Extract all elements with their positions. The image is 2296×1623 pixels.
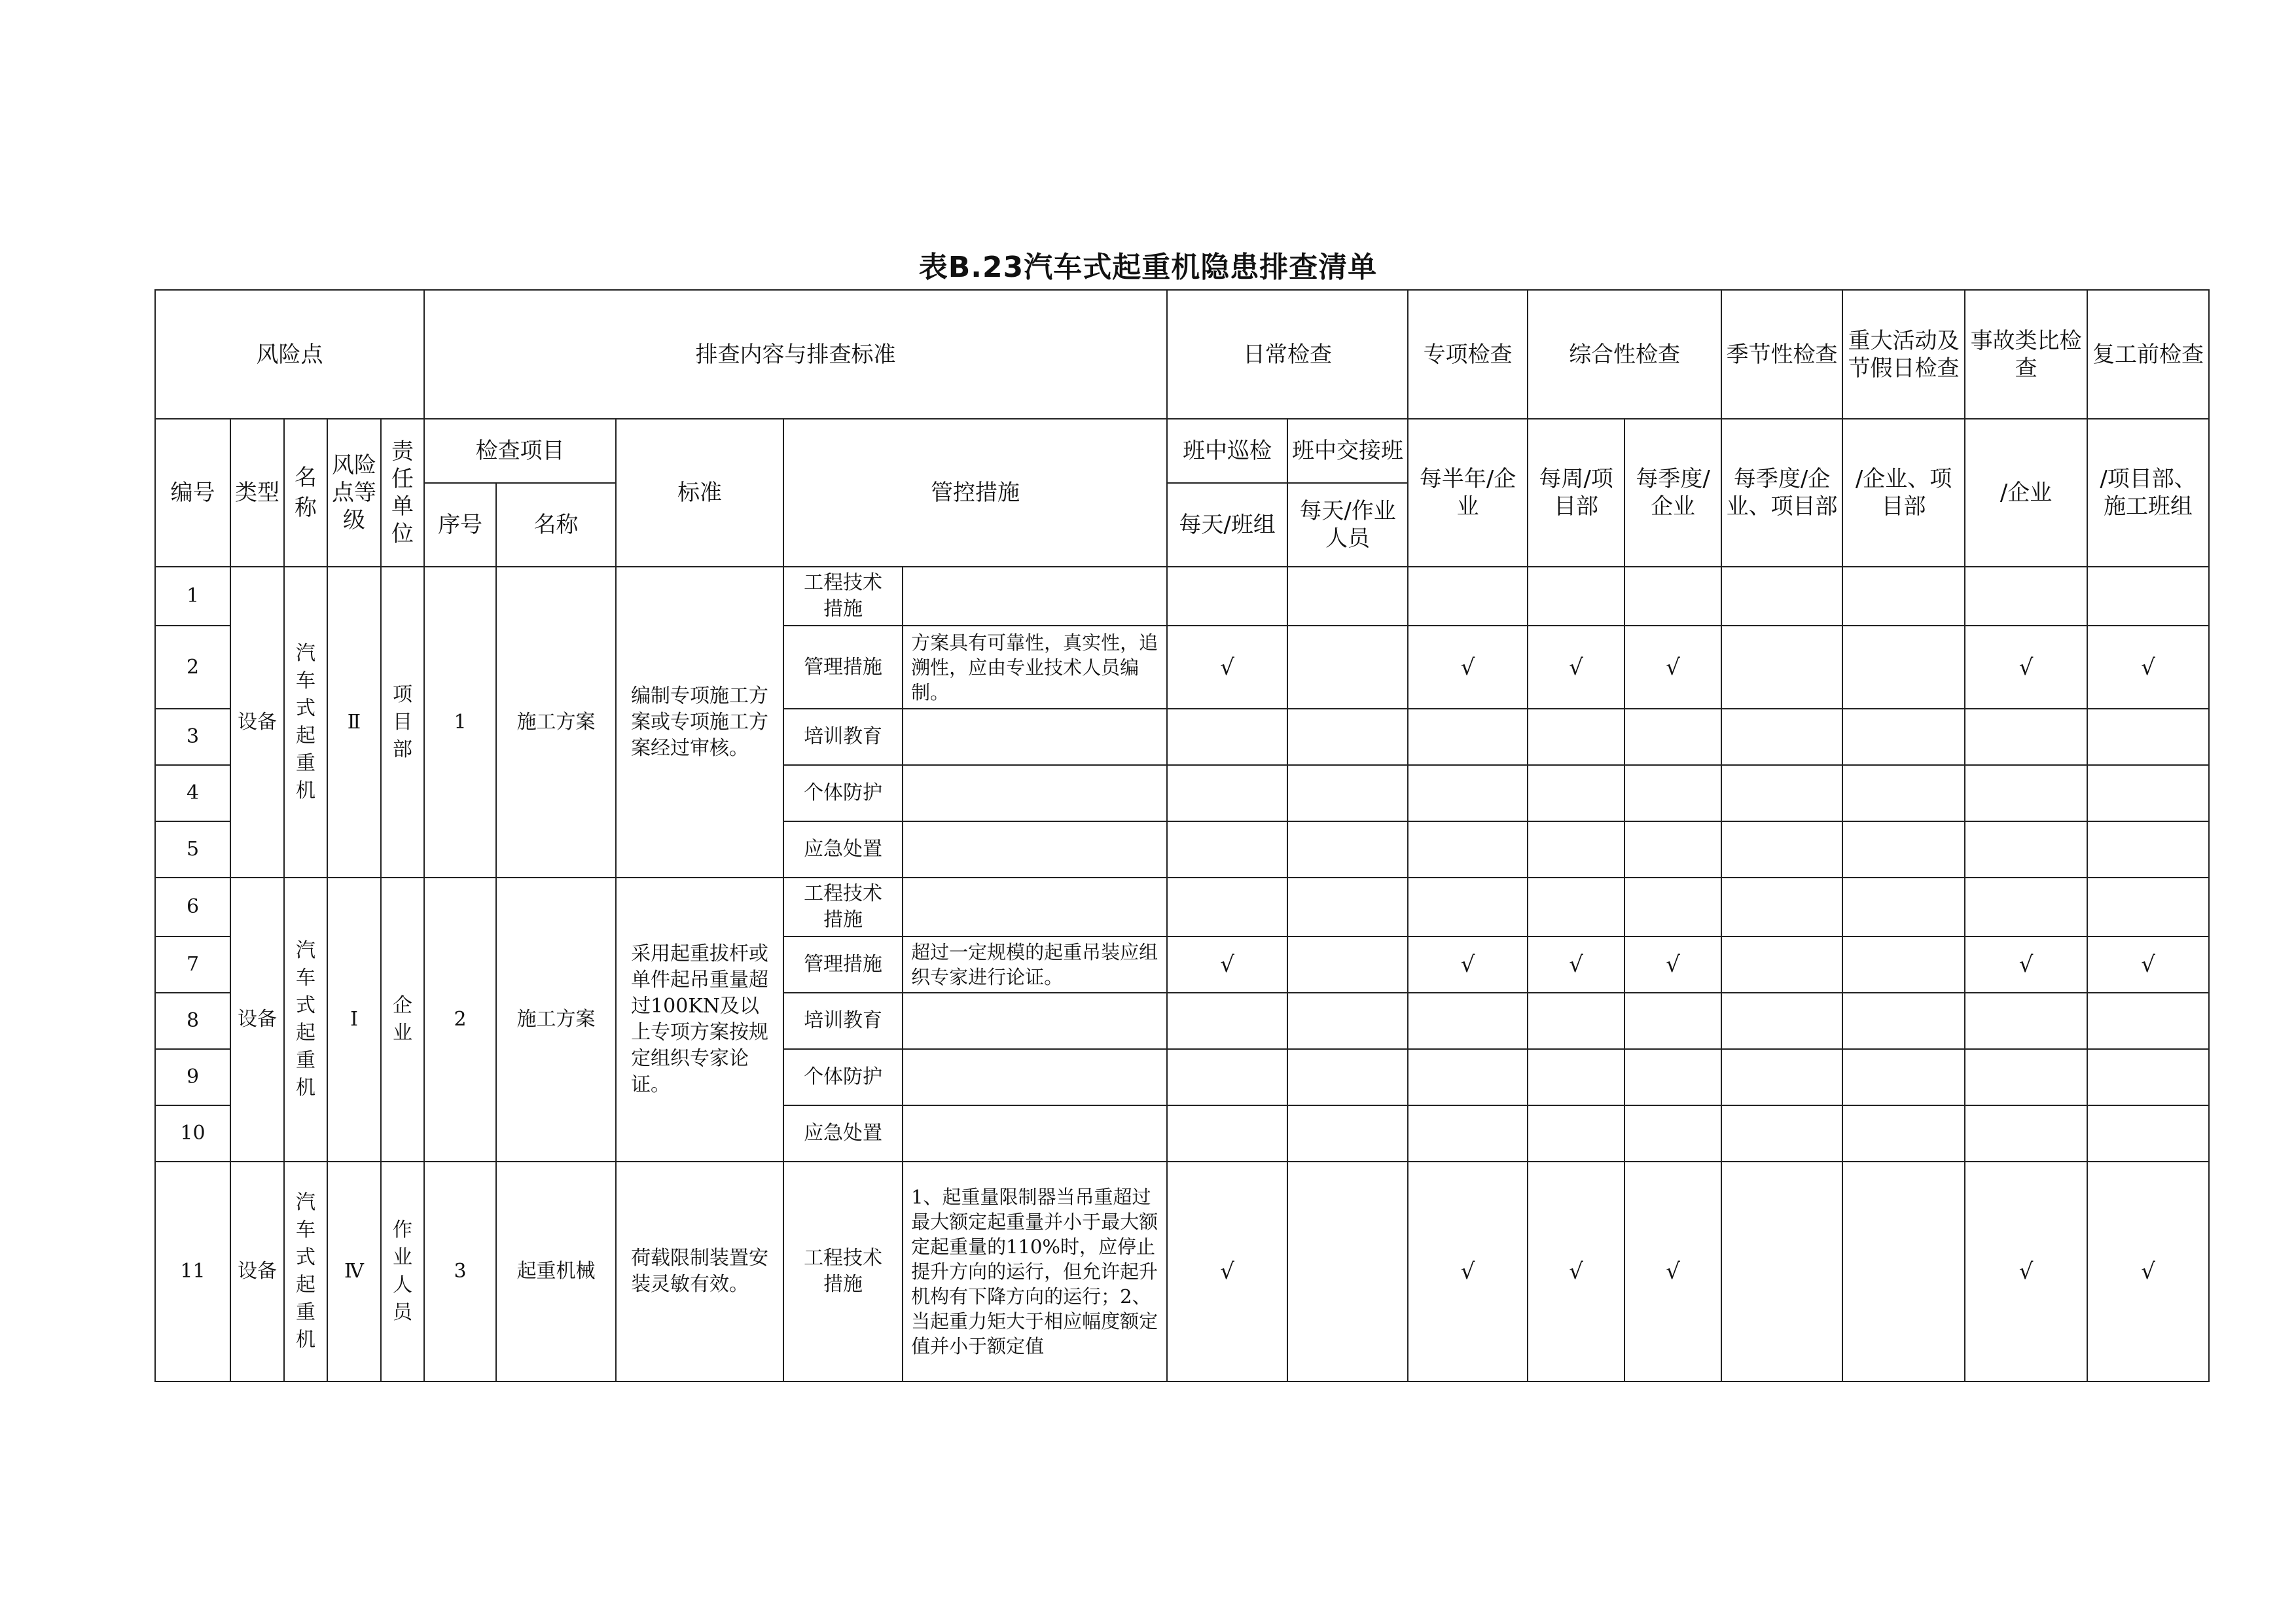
equipment-name-cell: 汽车式起重机	[284, 878, 327, 1162]
check-comp-quarter: √	[1624, 626, 1721, 709]
check-comp-quarter	[1624, 765, 1721, 821]
header-comp-quarter: 每季度/企业	[1624, 419, 1721, 567]
check-accident	[1965, 1049, 2087, 1105]
standard-cell: 编制专项施工方案或专项施工方案经过审核。	[616, 567, 783, 878]
responsible-unit-cell: 企业	[381, 878, 424, 1162]
row-number: 4	[155, 765, 230, 821]
measure-type-cell: 工程技术措施	[783, 567, 903, 626]
header-holiday-freq: /企业、项目部	[1842, 419, 1965, 567]
header-check-item: 检查项目	[424, 419, 616, 483]
row-number: 7	[155, 936, 230, 993]
header-patrol: 班中巡检	[1167, 419, 1287, 483]
measure-detail-cell	[903, 993, 1167, 1049]
check-holiday	[1842, 626, 1965, 709]
header-handover-freq: 每天/作业人员	[1287, 483, 1408, 567]
check-holiday	[1842, 765, 1965, 821]
row-number: 10	[155, 1105, 230, 1162]
check-patrol: √	[1167, 936, 1287, 993]
check-seasonal	[1721, 1049, 1842, 1105]
check-comp-quarter	[1624, 821, 1721, 878]
row-number: 1	[155, 567, 230, 626]
check-resume	[2087, 993, 2209, 1049]
measure-type-cell: 个体防护	[783, 1049, 903, 1105]
header-comprehensive-check: 综合性检查	[1528, 290, 1721, 419]
check-patrol	[1167, 1049, 1287, 1105]
check-comp-weekly	[1528, 821, 1624, 878]
measure-detail-cell	[903, 821, 1167, 878]
check-accident	[1965, 878, 2087, 936]
measure-type-cell: 工程技术措施	[783, 878, 903, 936]
check-special	[1408, 1049, 1528, 1105]
check-special: √	[1408, 626, 1528, 709]
header-resume-check: 复工前检查	[2087, 290, 2209, 419]
check-patrol	[1167, 765, 1287, 821]
header-check-content: 排查内容与排查标准	[424, 290, 1167, 419]
header-seasonal-freq: 每季度/企业、项目部	[1721, 419, 1842, 567]
measure-type-cell: 应急处置	[783, 1105, 903, 1162]
check-holiday	[1842, 993, 1965, 1049]
check-comp-quarter	[1624, 1049, 1721, 1105]
responsible-unit-cell: 作业人员	[381, 1162, 424, 1382]
check-seasonal	[1721, 936, 1842, 993]
check-comp-weekly	[1528, 993, 1624, 1049]
check-resume	[2087, 821, 2209, 878]
check-comp-weekly: √	[1528, 626, 1624, 709]
measure-detail-cell: 方案具有可靠性，真实性，追溯性，应由专业技术人员编制。	[903, 626, 1167, 709]
header-type: 类型	[230, 419, 284, 567]
check-seasonal	[1721, 878, 1842, 936]
check-handover	[1287, 993, 1408, 1049]
type-cell: 设备	[230, 878, 284, 1162]
header-special-freq: 每半年/企业	[1408, 419, 1528, 567]
check-resume: √	[2087, 1162, 2209, 1382]
header-name: 名称	[284, 419, 327, 567]
measure-detail-cell: 1、起重量限制器当吊重超过最大额定起重量并小于最大额定起重量的110%时，应停止提升方向的运行，但允许起升机构有下降方向的运行；2、当起重力矩大于相应幅度额定值并小于额定值	[903, 1162, 1167, 1382]
row-number: 5	[155, 821, 230, 878]
check-accident: √	[1965, 1162, 2087, 1382]
standard-cell: 荷载限制装置安装灵敏有效。	[616, 1162, 783, 1382]
row-number: 3	[155, 709, 230, 765]
check-special	[1408, 709, 1528, 765]
header-handover: 班中交接班	[1287, 419, 1408, 483]
header-number: 编号	[155, 419, 230, 567]
check-handover	[1287, 1162, 1408, 1382]
check-special: √	[1408, 1162, 1528, 1382]
check-special	[1408, 567, 1528, 626]
type-cell: 设备	[230, 567, 284, 878]
check-resume	[2087, 709, 2209, 765]
check-comp-quarter: √	[1624, 1162, 1721, 1382]
check-resume	[2087, 765, 2209, 821]
check-comp-weekly	[1528, 709, 1624, 765]
measure-detail-cell	[903, 567, 1167, 626]
check-accident: √	[1965, 936, 2087, 993]
check-comp-quarter: √	[1624, 936, 1721, 993]
header-seq: 序号	[424, 483, 496, 567]
standard-cell: 采用起重拔杆或单件起吊重量超过100KN及以上专项方案按规定组织专家论证。	[616, 878, 783, 1162]
check-seasonal	[1721, 821, 1842, 878]
check-accident	[1965, 993, 2087, 1049]
check-handover	[1287, 626, 1408, 709]
check-accident	[1965, 1105, 2087, 1162]
document-title: 表B.23汽车式起重机隐患排查清单	[918, 251, 1378, 284]
measure-type-cell: 管理措施	[783, 936, 903, 993]
check-seasonal	[1721, 765, 1842, 821]
check-patrol: √	[1167, 1162, 1287, 1382]
header-risk-point: 风险点	[155, 290, 424, 419]
header-item-name: 名称	[496, 483, 616, 567]
check-holiday	[1842, 1162, 1965, 1382]
check-special	[1408, 878, 1528, 936]
measure-type-cell: 应急处置	[783, 821, 903, 878]
measure-type-cell: 培训教育	[783, 993, 903, 1049]
table-row	[155, 1162, 2209, 1382]
item-name-cell: 施工方案	[496, 567, 616, 878]
check-comp-weekly	[1528, 1049, 1624, 1105]
measure-type-cell: 培训教育	[783, 709, 903, 765]
check-resume: √	[2087, 936, 2209, 993]
measure-detail-cell	[903, 878, 1167, 936]
check-holiday	[1842, 709, 1965, 765]
check-patrol: √	[1167, 626, 1287, 709]
check-accident: √	[1965, 626, 2087, 709]
check-accident	[1965, 821, 2087, 878]
measure-detail-cell	[903, 1105, 1167, 1162]
check-handover	[1287, 567, 1408, 626]
header-holiday-check: 重大活动及节假日检查	[1842, 290, 1965, 419]
check-comp-quarter	[1624, 567, 1721, 626]
check-seasonal	[1721, 1162, 1842, 1382]
header-special-check: 专项检查	[1408, 290, 1528, 419]
check-seasonal	[1721, 993, 1842, 1049]
check-accident	[1965, 567, 2087, 626]
header-risk-level: 风险点等级	[327, 419, 381, 567]
item-seq-cell: 2	[424, 878, 496, 1162]
check-resume	[2087, 567, 2209, 626]
check-handover	[1287, 821, 1408, 878]
check-holiday	[1842, 1105, 1965, 1162]
measure-detail-cell	[903, 709, 1167, 765]
check-comp-weekly: √	[1528, 936, 1624, 993]
check-handover	[1287, 878, 1408, 936]
risk-level-cell: Ⅰ	[327, 878, 381, 1162]
equipment-name-cell: 汽车式起重机	[284, 1162, 327, 1382]
check-resume: √	[2087, 626, 2209, 709]
check-seasonal	[1721, 1105, 1842, 1162]
item-seq-cell: 1	[424, 567, 496, 878]
check-patrol	[1167, 993, 1287, 1049]
measure-type-cell: 个体防护	[783, 765, 903, 821]
measure-detail-cell	[903, 1049, 1167, 1105]
check-patrol	[1167, 821, 1287, 878]
check-handover	[1287, 1105, 1408, 1162]
check-handover	[1287, 709, 1408, 765]
risk-level-cell: Ⅳ	[327, 1162, 381, 1382]
check-holiday	[1842, 821, 1965, 878]
check-resume	[2087, 1049, 2209, 1105]
check-special	[1408, 1105, 1528, 1162]
row-number: 11	[155, 1162, 230, 1382]
item-seq-cell: 3	[424, 1162, 496, 1382]
check-accident	[1965, 709, 2087, 765]
check-comp-quarter	[1624, 1105, 1721, 1162]
check-special	[1408, 765, 1528, 821]
check-patrol	[1167, 567, 1287, 626]
row-number: 9	[155, 1049, 230, 1105]
check-patrol	[1167, 709, 1287, 765]
check-special	[1408, 821, 1528, 878]
check-resume	[2087, 1105, 2209, 1162]
risk-level-cell: Ⅱ	[327, 567, 381, 878]
measure-type-cell: 工程技术措施	[783, 1162, 903, 1382]
header-patrol-freq: 每天/班组	[1167, 483, 1287, 567]
check-comp-weekly	[1528, 567, 1624, 626]
header-seasonal-check: 季节性检查	[1721, 290, 1842, 419]
responsible-unit-cell: 项目部	[381, 567, 424, 878]
check-seasonal	[1721, 626, 1842, 709]
item-name-cell: 施工方案	[496, 878, 616, 1162]
check-comp-weekly	[1528, 878, 1624, 936]
check-comp-quarter	[1624, 878, 1721, 936]
check-seasonal	[1721, 709, 1842, 765]
type-cell: 设备	[230, 1162, 284, 1382]
table-row	[155, 567, 2209, 626]
check-holiday	[1842, 878, 1965, 936]
check-handover	[1287, 765, 1408, 821]
check-holiday	[1842, 936, 1965, 993]
check-special	[1408, 993, 1528, 1049]
measure-type-cell: 管理措施	[783, 626, 903, 709]
header-daily-check: 日常检查	[1167, 290, 1408, 419]
item-name-cell: 起重机械	[496, 1162, 616, 1382]
measure-detail-cell: 超过一定规模的起重吊装应组织专家进行论证。	[903, 936, 1167, 993]
check-accident	[1965, 765, 2087, 821]
check-patrol	[1167, 878, 1287, 936]
header-accident-freq: /企业	[1965, 419, 2087, 567]
header-accident-check: 事故类比检查	[1965, 290, 2087, 419]
check-special: √	[1408, 936, 1528, 993]
check-seasonal	[1721, 567, 1842, 626]
check-comp-weekly	[1528, 765, 1624, 821]
header-standard: 标准	[616, 419, 783, 567]
hazard-checklist-table	[154, 289, 2210, 1382]
row-number: 2	[155, 626, 230, 709]
check-handover	[1287, 936, 1408, 993]
row-number: 6	[155, 878, 230, 936]
header-responsible-unit: 责任单位	[381, 419, 424, 567]
header-resume-freq: /项目部、施工班组	[2087, 419, 2209, 567]
check-comp-quarter	[1624, 709, 1721, 765]
table-body	[155, 567, 2209, 1382]
equipment-name-cell: 汽车式起重机	[284, 567, 327, 878]
check-comp-weekly: √	[1528, 1162, 1624, 1382]
check-resume	[2087, 878, 2209, 936]
row-number: 8	[155, 993, 230, 1049]
measure-detail-cell	[903, 765, 1167, 821]
table-row	[155, 878, 2209, 936]
check-comp-weekly	[1528, 1105, 1624, 1162]
check-holiday	[1842, 567, 1965, 626]
check-handover	[1287, 1049, 1408, 1105]
check-comp-quarter	[1624, 993, 1721, 1049]
header-comp-weekly: 每周/项目部	[1528, 419, 1624, 567]
check-patrol	[1167, 1105, 1287, 1162]
check-holiday	[1842, 1049, 1965, 1105]
header-control-measures: 管控措施	[783, 419, 1167, 567]
